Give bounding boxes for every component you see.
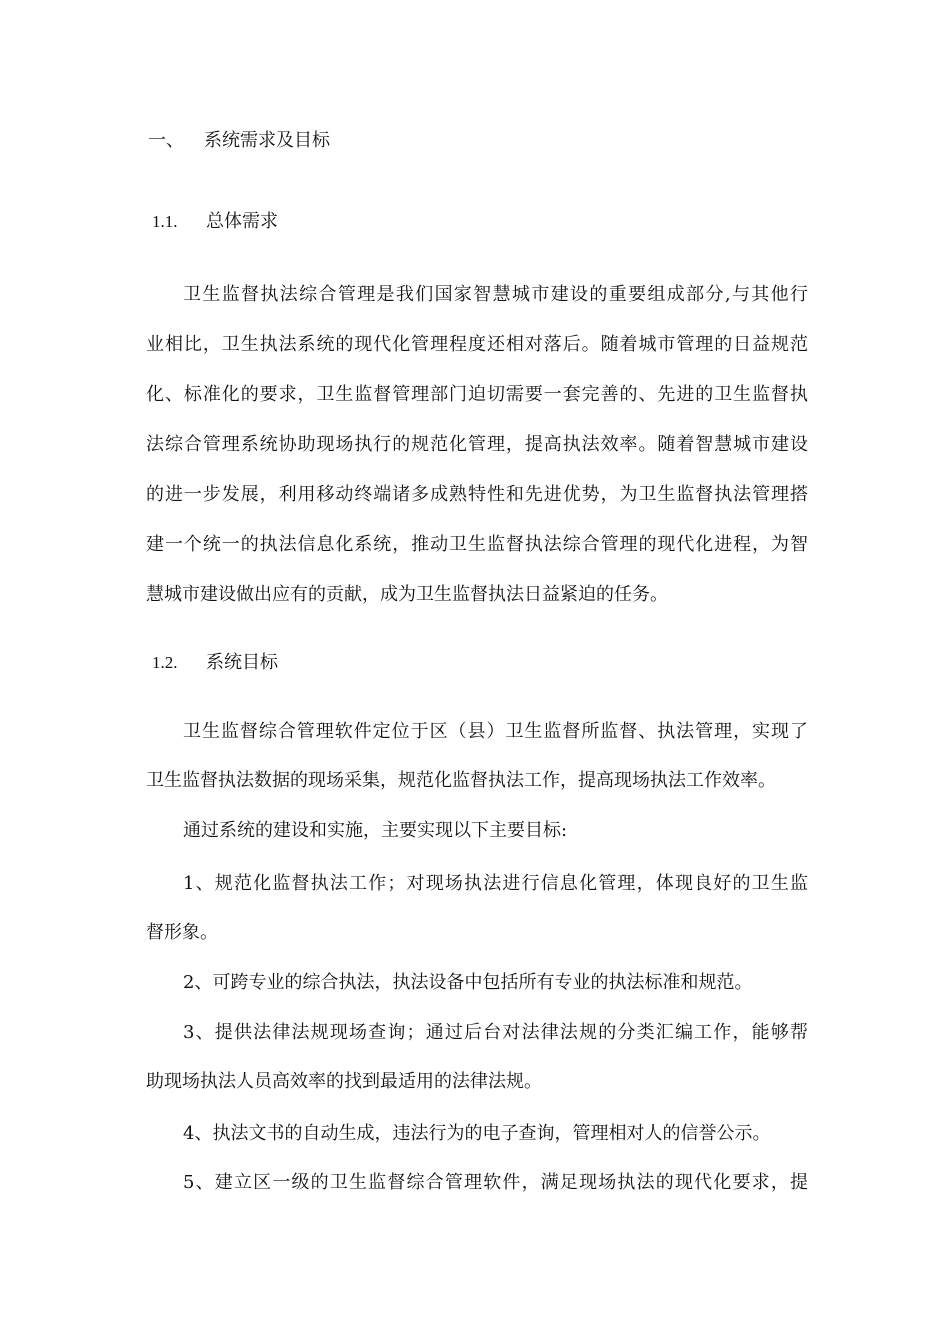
- section-title: 系统需求及目标: [204, 130, 330, 151]
- paragraph-overall-requirements: [146, 282, 808, 608]
- subsection-title: 总体需求: [206, 211, 278, 232]
- paragraph-line: 卫生监督执法综合管理是我们国家智慧城市建设的重要组成部分,与其他行: [183, 284, 808, 305]
- subsection-number: 1.1.: [152, 212, 178, 231]
- goal-item-3: [146, 1020, 808, 1095]
- goal-line: 1、规范化监督执法工作；对现场执法进行信息化管理，体现良好的卫生监: [183, 873, 808, 894]
- paragraph-line: 法综合管理系统协助现场执行的规范化管理，提高执法效率。随着智慧城市建设: [146, 434, 808, 455]
- goal-item-4: [146, 1121, 808, 1147]
- subsection-heading-system-goals: [152, 650, 278, 676]
- goal-line: 督形象。: [146, 922, 218, 943]
- paragraph-line: 卫生监督执法数据的现场采集，规范化监督执法工作，提高现场执法工作效率。: [146, 770, 776, 791]
- goal-line: 2、可跨专业的综合执法，执法设备中包括所有专业的执法标准和规范。: [183, 972, 753, 993]
- section-heading: [148, 128, 330, 154]
- goal-line: 助现场执法人员高效率的找到最适用的法律法规。: [146, 1071, 542, 1092]
- paragraph-line: 通过系统的建设和实施，主要实现以下主要目标:: [183, 820, 568, 841]
- goal-item-5: [146, 1170, 808, 1196]
- goal-item-2: [146, 970, 808, 996]
- paragraph-line: 慧城市建设做出应有的贡献，成为卫生监督执法日益紧迫的任务。: [146, 584, 668, 605]
- goal-item-1: [146, 871, 808, 946]
- paragraph-system-positioning: [146, 719, 808, 794]
- goal-line: 3、提供法律法规现场查询；通过后台对法律法规的分类汇编工作，能够帮: [183, 1022, 808, 1043]
- paragraph-line: 建一个统一的执法信息化系统，推动卫生监督执法综合管理的现代化进程，为智: [146, 534, 808, 555]
- paragraph-line: 的进一步发展，利用移动终端诸多成熟特性和先进优势，为卫生监督执法管理搭: [146, 484, 808, 505]
- paragraph-line: 业相比，卫生执法系统的现代化管理程度还相对落后。随着城市管理的日益规范: [146, 334, 808, 355]
- goal-line: 4、执法文书的自动生成，违法行为的电子查询，管理相对人的信誉公示。: [183, 1123, 771, 1144]
- subsection-number: 1.2.: [152, 653, 178, 672]
- subsection-heading-overall-requirements: [152, 209, 278, 235]
- goal-line: 5、建立区一级的卫生监督综合管理软件，满足现场执法的现代化要求，提: [183, 1172, 808, 1193]
- subsection-title: 系统目标: [206, 652, 278, 673]
- section-number: 一、: [148, 130, 184, 151]
- paragraph-goals-lead: [146, 818, 808, 844]
- paragraph-line: 卫生监督综合管理软件定位于区（县）卫生监督所监督、执法管理，实现了: [183, 721, 808, 742]
- paragraph-line: 化、标准化的要求，卫生监督管理部门迫切需要一套完善的、先进的卫生监督执: [146, 384, 808, 405]
